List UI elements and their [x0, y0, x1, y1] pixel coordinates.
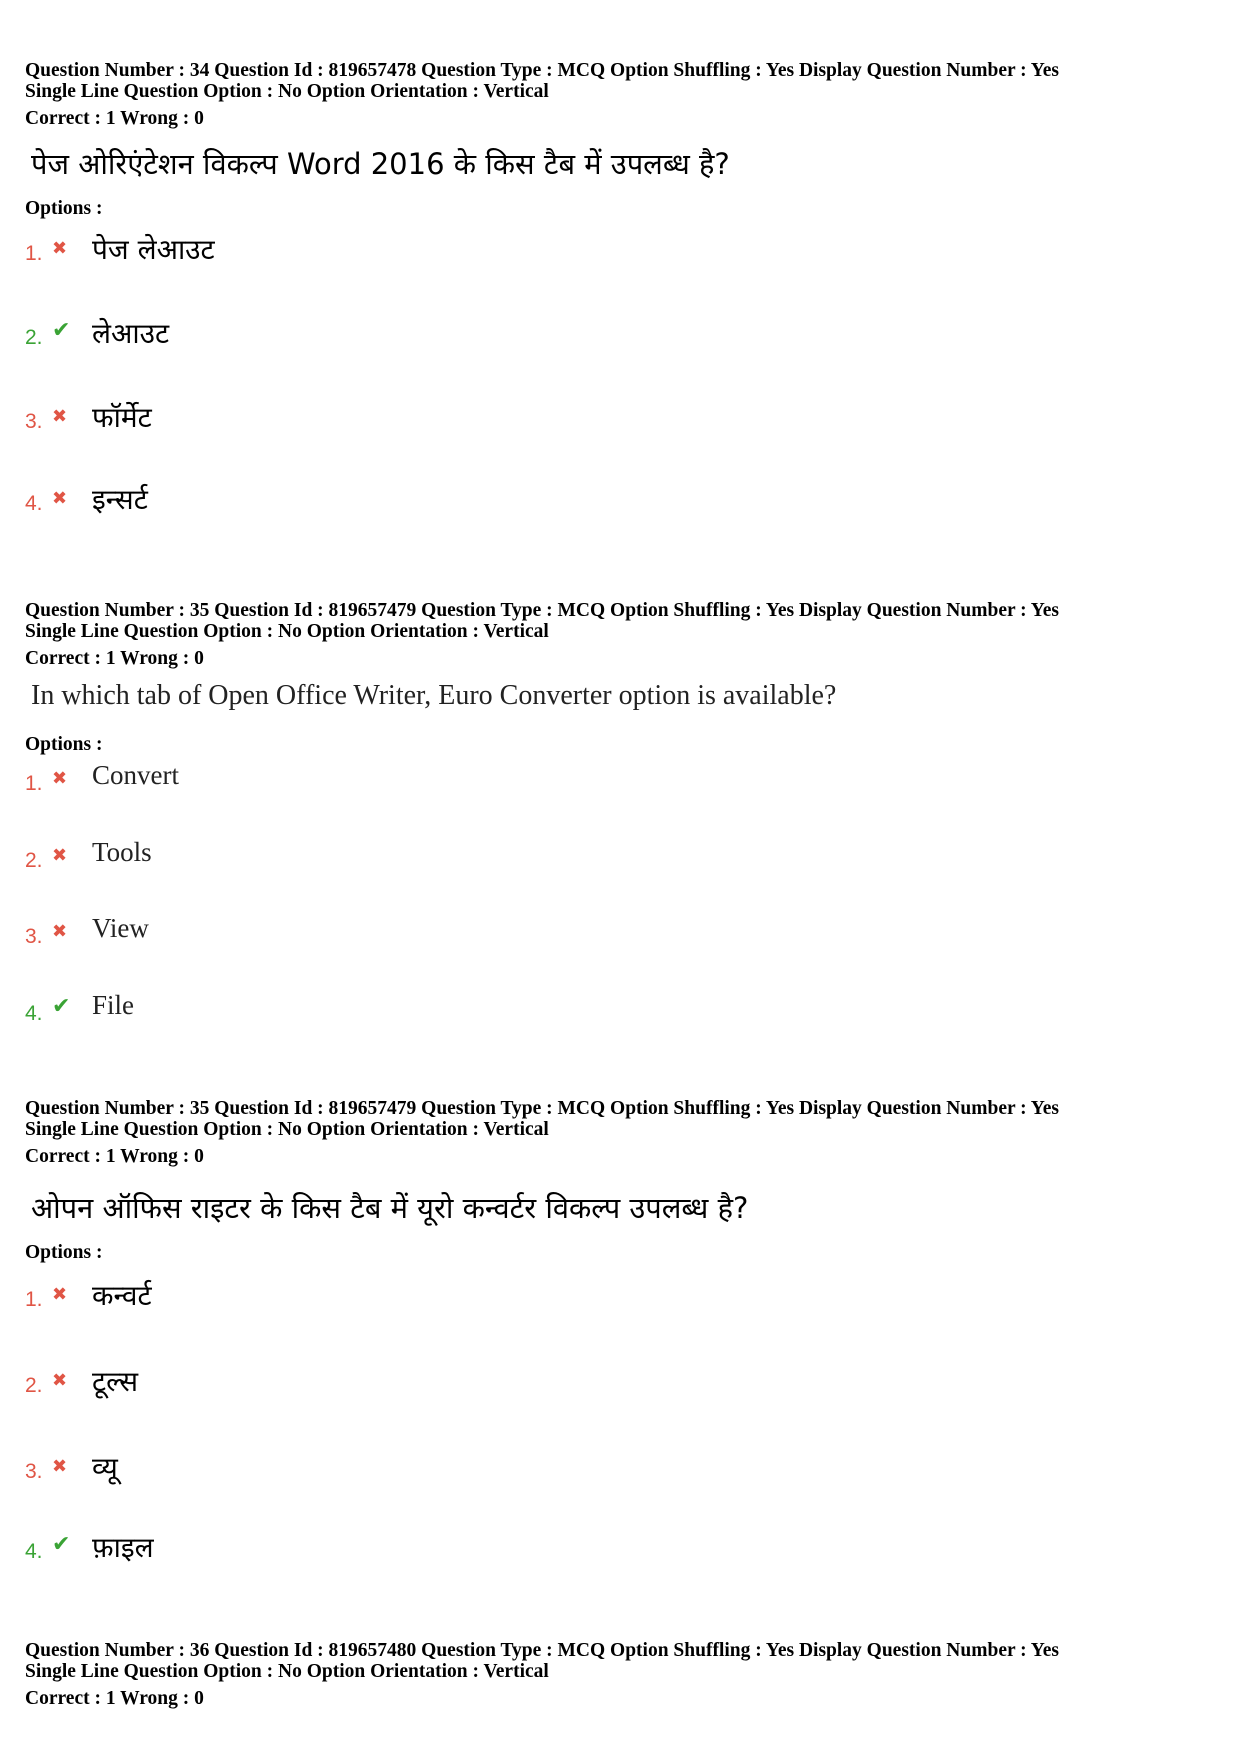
- option-2: [25, 1362, 625, 1402]
- question-score: Correct : 1 Wrong : 0: [25, 108, 204, 129]
- cross-icon: ✖: [52, 406, 68, 427]
- option-text: फॉर्मेट: [92, 401, 152, 434]
- cross-icon: ✖: [52, 845, 68, 866]
- question-score: Correct : 1 Wrong : 0: [25, 1146, 204, 1167]
- option-number: 1.: [25, 242, 43, 265]
- option-number: 2.: [25, 1374, 43, 1397]
- question-text: पेज ओरिएंटेशन विकल्प Word 2016 के किस टैब में उपलब्ध है?: [31, 147, 730, 181]
- option-text: View: [92, 913, 149, 943]
- option-number: 2.: [25, 326, 43, 349]
- option-3: [25, 1448, 625, 1488]
- option-text: File: [92, 990, 135, 1020]
- option-text: पेज लेआउट: [92, 233, 215, 266]
- cross-icon: ✖: [52, 921, 68, 942]
- cross-icon: ✖: [52, 768, 68, 789]
- question-meta-line-2: Single Line Question Option : No Option Orientation : Vertical: [25, 621, 549, 642]
- option-number: 4.: [25, 492, 43, 515]
- option-number: 3.: [25, 925, 43, 948]
- option-number: 1.: [25, 1288, 43, 1311]
- cross-icon: ✖: [52, 488, 68, 509]
- options-label: Options :: [25, 198, 103, 219]
- option-2: [25, 314, 625, 354]
- question-block-34: [25, 60, 1215, 540]
- check-icon: ✔: [52, 994, 71, 1019]
- question-score: Correct : 1 Wrong : 0: [25, 648, 204, 669]
- option-number: 2.: [25, 849, 43, 872]
- options-label: Options :: [25, 1242, 103, 1263]
- cross-icon: ✖: [52, 1370, 68, 1391]
- option-2: [25, 837, 625, 877]
- cross-icon: ✖: [52, 1456, 68, 1477]
- question-meta-line-1: Question Number : 35 Question Id : 819657479 Question Type : MCQ Option Shuffling : Yes Display Question Number : Yes: [25, 1098, 1059, 1119]
- question-block-36: [25, 1640, 1215, 1720]
- question-meta-line-1: Question Number : 34 Question Id : 819657478 Question Type : MCQ Option Shuffling : Yes Display Question Number : Yes: [25, 60, 1059, 81]
- option-text: व्यू: [92, 1451, 118, 1484]
- option-4: [25, 990, 625, 1030]
- option-number: 3.: [25, 410, 43, 433]
- question-meta-line-1: Question Number : 36 Question Id : 819657480 Question Type : MCQ Option Shuffling : Yes Display Question Number : Yes: [25, 1640, 1059, 1661]
- option-text: कन्वर्ट: [92, 1279, 152, 1312]
- option-text: फ़ाइल: [92, 1531, 154, 1564]
- question-text: ओपन ऑफिस राइटर के किस टैब में यूरो कन्वर्टर विकल्प उपलब्ध है?: [31, 1191, 749, 1225]
- question-block-35-en: [25, 600, 1215, 1030]
- option-number: 4.: [25, 1002, 43, 1025]
- cross-icon: ✖: [52, 1284, 68, 1305]
- question-score: Correct : 1 Wrong : 0: [25, 1688, 204, 1709]
- question-block-35-hi: [25, 1098, 1215, 1578]
- option-4: [25, 480, 625, 520]
- option-number: 1.: [25, 772, 43, 795]
- option-text: इन्सर्ट: [92, 483, 148, 516]
- option-4: [25, 1528, 625, 1568]
- check-icon: ✔: [52, 318, 71, 343]
- question-meta-line-1: Question Number : 35 Question Id : 819657479 Question Type : MCQ Option Shuffling : Yes Display Question Number : Yes: [25, 600, 1059, 621]
- option-text: टूल्स: [92, 1365, 139, 1398]
- cross-icon: ✖: [52, 238, 68, 259]
- question-meta-line-2: Single Line Question Option : No Option Orientation : Vertical: [25, 1119, 549, 1140]
- option-1: [25, 230, 625, 270]
- option-3: [25, 398, 625, 438]
- option-number: 4.: [25, 1540, 43, 1563]
- option-1: [25, 760, 625, 800]
- option-text: लेआउट: [92, 317, 170, 350]
- question-meta-line-2: Single Line Question Option : No Option Orientation : Vertical: [25, 81, 549, 102]
- options-label: Options :: [25, 734, 103, 755]
- option-text: Convert: [92, 760, 179, 790]
- option-number: 3.: [25, 1460, 43, 1483]
- question-text: In which tab of Open Office Writer, Euro Converter option is available?: [31, 680, 837, 711]
- question-meta-line-2: Single Line Question Option : No Option Orientation : Vertical: [25, 1661, 549, 1682]
- option-3: [25, 913, 625, 953]
- option-text: Tools: [92, 837, 152, 867]
- option-1: [25, 1276, 625, 1316]
- check-icon: ✔: [52, 1532, 71, 1557]
